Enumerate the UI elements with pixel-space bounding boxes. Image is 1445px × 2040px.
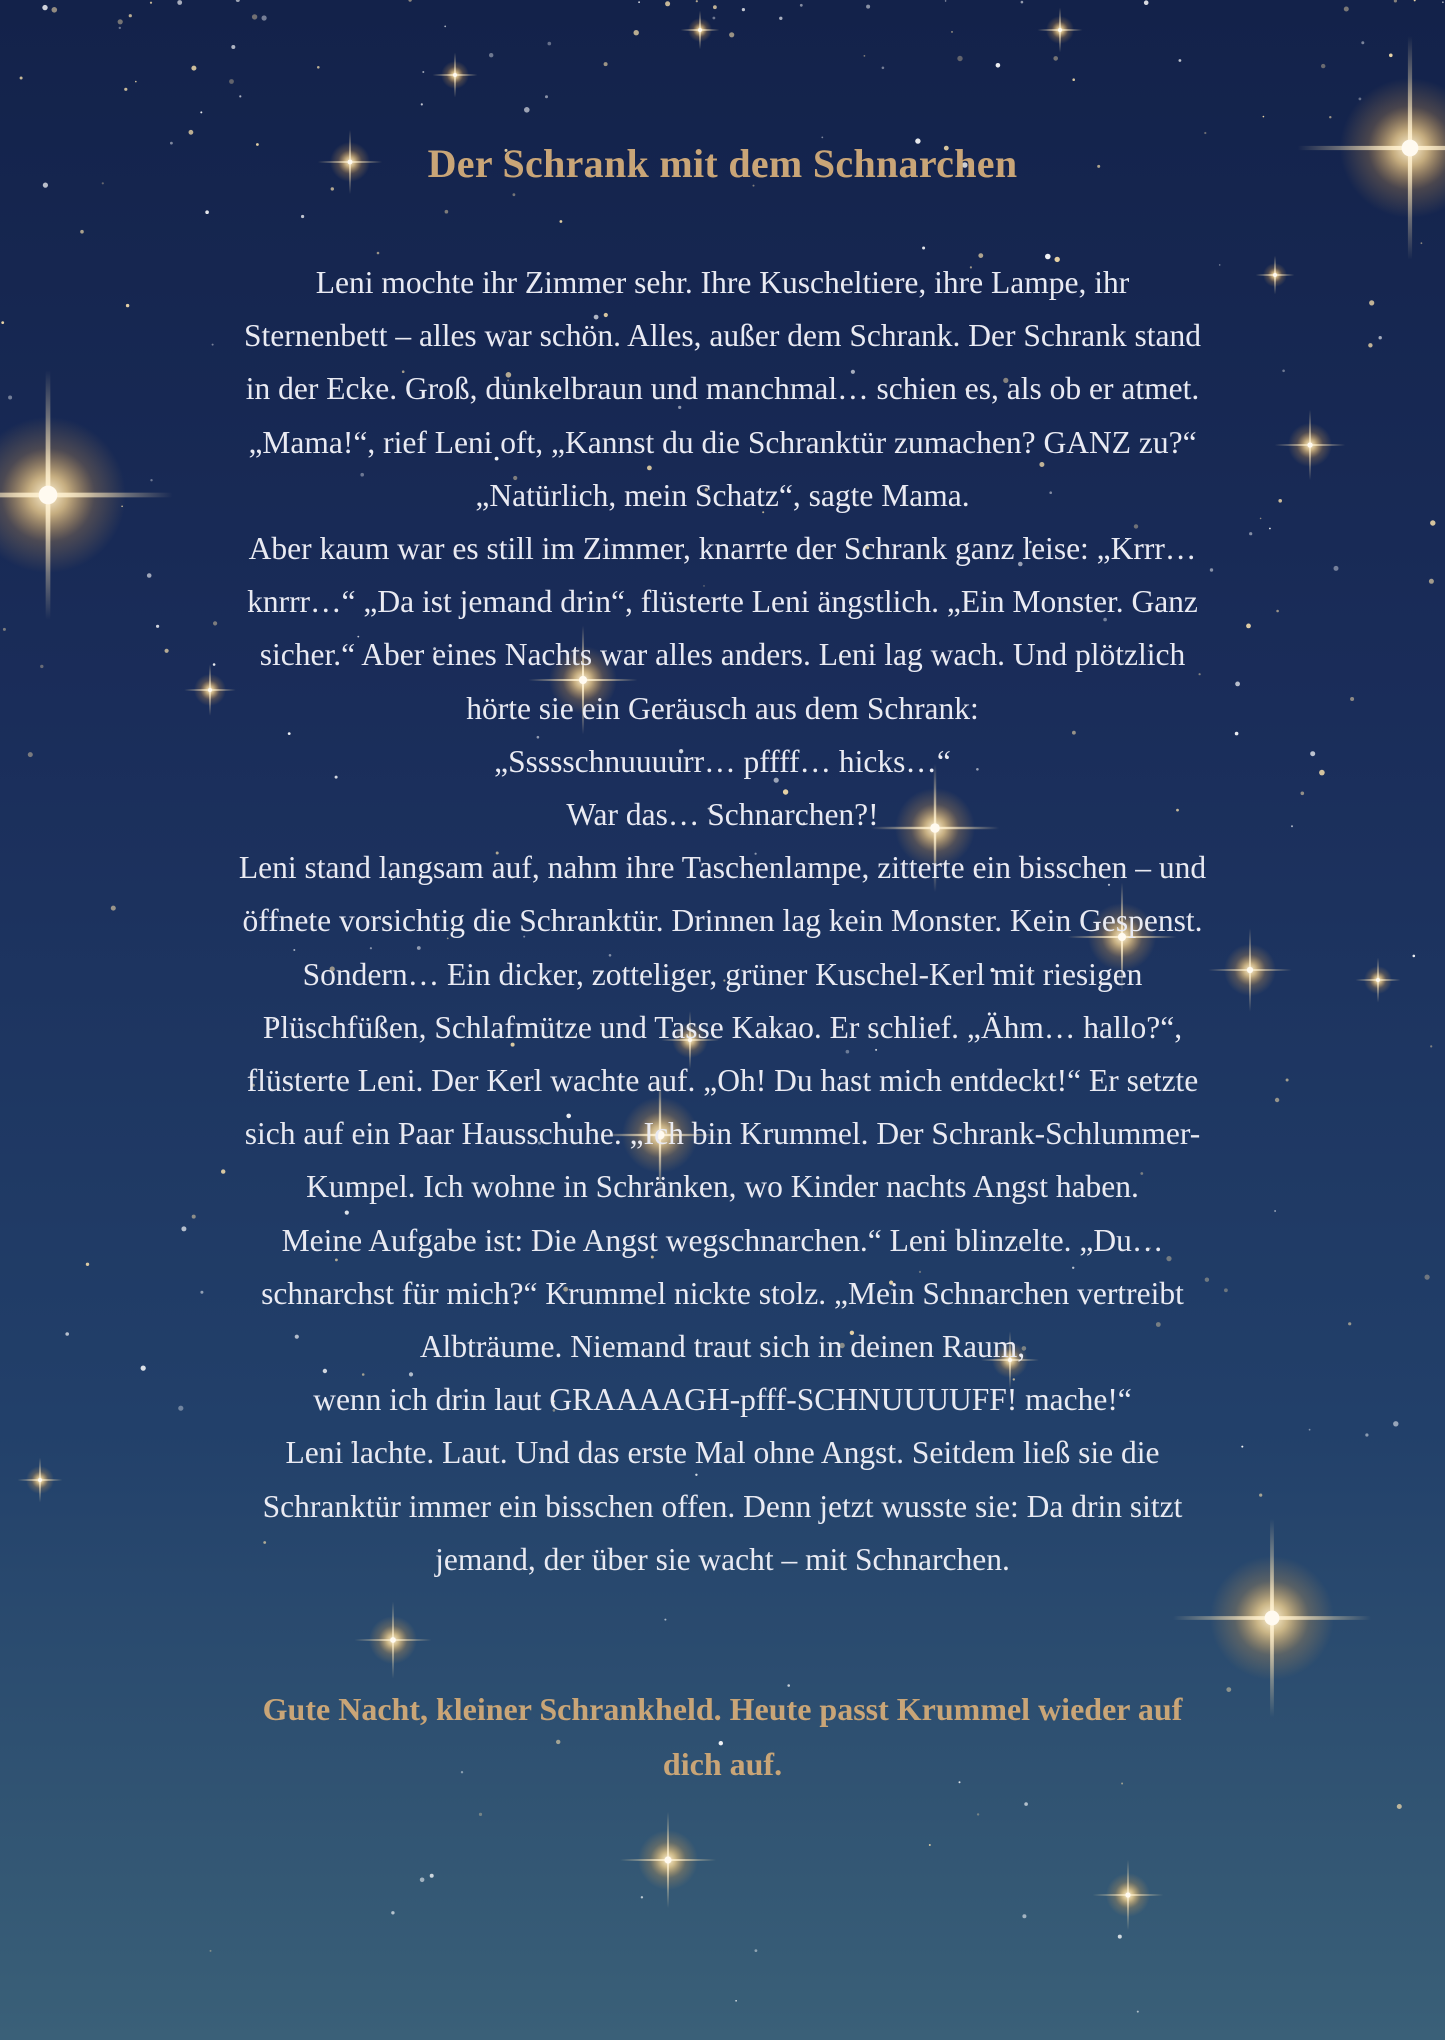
story-line: wenn ich drin laut GRAAAAGH-pfff-SCHNUUUUFF! mache!“	[313, 1382, 1132, 1418]
story-line: Aber kaum war es still im Zimmer, knarrte der Schrank ganz leise: „Krrr…	[248, 531, 1197, 567]
story-line: Meine Aufgabe ist: Die Angst wegschnarchen.“ Leni blinzelte. „Du…	[281, 1222, 1164, 1258]
story-line: Sternenbett – alles war schön. Alles, außer dem Schrank. Der Schrank stand	[244, 318, 1201, 354]
story-line: Plüschfüßen, Schlafmütze und Tasse Kakao. Er schlief. „Ähm… hallo?“,	[262, 1009, 1183, 1045]
story-line: flüsterte Leni. Der Kerl wachte auf. „Oh! Du hast mich entdeckt!“ Er setzte	[246, 1063, 1199, 1099]
closing-line: Gute Nacht, kleiner Schrankheld. Heute passt Krummel wieder auf	[262, 1691, 1183, 1727]
closing-message	[120, 1682, 1325, 1792]
story-line: sich auf ein Paar Hausschuhe. „Ich bin Krummel. Der Schrank-Schlummer-	[244, 1116, 1201, 1152]
story-line: Leni stand langsam auf, nahm ihre Taschenlampe, zitterte ein bisschen – und	[238, 850, 1207, 886]
story-line: sicher.“ Aber eines Nachts war alles anders. Leni lag wach. Und plötzlich	[259, 637, 1186, 673]
story-line: in der Ecke. Groß, dunkelbraun und manchmal… schien es, als ob er atmet.	[245, 371, 1200, 407]
story-line: Leni lachte. Laut. Und das erste Mal ohne Angst. Seitdem ließ sie die	[285, 1435, 1160, 1471]
story-line: Kumpel. Ich wohne in Schränken, wo Kinder nachts Angst haben.	[306, 1169, 1139, 1205]
story-line: „Natürlich, mein Schatz“, sagte Mama.	[475, 477, 970, 513]
story-line: Sondern… Ein dicker, zotteliger, grüner Kuschel-Kerl mit riesigen	[302, 956, 1143, 992]
story-line: Albträume. Niemand traut sich in deinen Raum,	[419, 1329, 1026, 1365]
story-line: öffnete vorsichtig die Schranktür. Drinnen lag kein Monster. Kein Gespenst.	[242, 903, 1203, 939]
story-line: Leni mochte ihr Zimmer sehr. Ihre Kuscheltiere, ihre Lampe, ihr	[315, 265, 1130, 300]
story-text	[120, 256, 1325, 1586]
story-line: knrrr…“ „Da ist jemand drin“, flüsterte Leni ängstlich. „Ein Monster. Ganz	[247, 584, 1198, 620]
story-line: War das… Schnarchen?!	[566, 797, 879, 833]
story-line: schnarchst für mich?“ Krummel nickte stolz. „Mein Schnarchen vertreibt	[261, 1275, 1184, 1311]
story-line: „Mama!“, rief Leni oft, „Kannst du die Schranktür zumachen? GANZ zu?“	[248, 424, 1197, 460]
story-title: Der Schrank mit dem Schnarchen	[427, 141, 1018, 186]
story-line: jemand, der über sie wacht – mit Schnarchen.	[435, 1541, 1010, 1577]
story-line: „Ssssschnuuuurr… pffff… hicks…“	[494, 743, 951, 779]
story-line: hörte sie ein Geräusch aus dem Schrank:	[466, 690, 979, 726]
closing-line: dich auf.	[662, 1746, 783, 1782]
story-line: Schranktür immer ein bisschen offen. Denn jetzt wusste sie: Da drin sitzt	[262, 1488, 1183, 1524]
